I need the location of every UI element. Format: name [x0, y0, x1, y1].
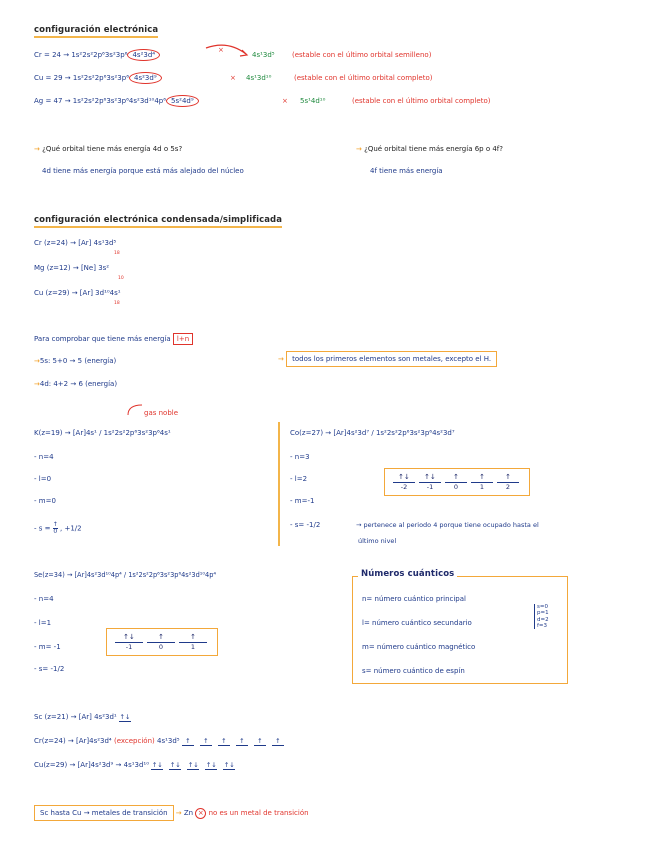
co-orbital-box: ↑↓ -2 ↑↓ -1 ↑ 0 ↑ 1 ↑ 2 [384, 468, 530, 496]
se-orbital-box: ↑↓ -1 ↑ 0 ↑ 1 [106, 628, 218, 656]
ag-note: (estable con el último orbital completo) [352, 97, 491, 105]
k-m: - m=0 [34, 497, 56, 505]
quantum-numbers-title: Números cuánticos [358, 570, 457, 579]
qn-principal: n= número cuántico principal [362, 595, 466, 603]
ag-x: × [282, 97, 288, 105]
q1-answer: 4d tiene más energía porque está más alejado del núcleo [42, 167, 244, 175]
se-m: - m= -1 [34, 643, 61, 651]
cu-config: 1s²2s²2p⁶3s²3p⁶ [72, 74, 130, 82]
cu-config-line: Cu = 29 → 1s²2s²2p⁶3s²3p⁶ 4s²3d⁹ [34, 75, 162, 82]
cu-condensed: Cu (z=29) → [Ar] 3d¹⁰4s¹ [34, 289, 121, 297]
q1-question: → ¿Qué orbital tiene más energía 4d o 5s? [34, 145, 183, 153]
k-config: K(z=19) → [Ar]4s¹ / 1s²2s²2p⁶3s²3p⁶4s¹ [34, 429, 171, 437]
cr-x: × [218, 46, 224, 54]
co-config: Co(z=27) → [Ar]4s²3d⁷ / 1s²2s²2p⁶3s²3p⁶4s²3d⁷ [290, 429, 455, 437]
mg-condensed-sub: 10 [118, 276, 124, 281]
cu-exc-line: Cu(z=29) → [Ar]4s²3d⁹ → 4s¹3d¹⁰ ↑↓ ↑↓ ↑↓ ↑↓ ↑↓ [34, 761, 235, 769]
mg-condensed: Mg (z=12) → [Ne] 3s² [34, 264, 110, 272]
cr-condensed: Cr (z=24) → [Ar] 4s¹3d⁵ [34, 239, 117, 247]
se-config: Se(z=34) → [Ar]4s²3d¹⁰4p⁴ / 1s²2s²2p⁶3s²3p⁶4s²3d¹⁰4p⁴ [34, 571, 217, 579]
qn-sub-values: s=0 p=1 d=2 f=3 [534, 604, 549, 629]
co-l: - l=2 [290, 475, 308, 483]
q2-answer: 4f tiene más energía [370, 167, 443, 175]
sc-line: Sc (z=21) → [Ar] 4s²3d¹ ↑↓ [34, 713, 131, 721]
cr-exc-line: Cr(z=24) → [Ar]4s²3d⁴ (excepción) 4s¹3d⁵ ↑ ↑ ↑ ↑ ↑ ↑ [34, 738, 290, 746]
ag-circled: 5s²4d⁹ [166, 95, 199, 107]
cr-condensed-sub: 18 [114, 251, 120, 256]
qn-espin: s= número cuántico de espín [362, 667, 465, 675]
se-l: - l=1 [34, 619, 52, 627]
metals-note: → todos los primeros elementos son metales, excepto el H. [278, 356, 497, 363]
zn-x-icon: × [195, 808, 206, 819]
co-note-1: → pertenece al periodo 4 porque tiene ocupado hasta el [356, 521, 539, 529]
se-s: - s= -1/2 [34, 665, 65, 673]
divider-vertical [278, 422, 280, 546]
cr-label: Cr = 24 [34, 51, 61, 59]
cr-note: (estable con el último orbital semilleno) [292, 51, 432, 59]
q2-question: → ¿Qué orbital tiene más energía 6p o 4f? [356, 145, 503, 153]
cu-circled: 4s²3d⁹ [129, 72, 162, 84]
ag-config: 1s²2s²2p⁶3s²3p⁶4s²3d¹⁰4p⁶ [72, 97, 167, 105]
k-s: - s = ↑ 0 , +1/2 [34, 521, 82, 535]
transition-metals-line: Sc hasta Cu → metales de transición → Zn × no es un metal de transición [34, 808, 309, 819]
co-n: - n=3 [290, 453, 310, 461]
k-l: - l=0 [34, 475, 52, 483]
co-note-2: último nivel [358, 537, 397, 545]
cr-circled: 4s²3d⁴ [127, 49, 160, 61]
cu-x: × [230, 74, 236, 82]
cu-result: 4s¹3d¹⁰ [246, 74, 272, 82]
cu-note: (estable con el último orbital completo) [294, 74, 433, 82]
cu-condensed-sub: 18 [114, 301, 120, 306]
ag-config-line: Ag = 47 → 1s²2s²2p⁶3s²3p⁶4s²3d¹⁰4p⁶ 5s²4d⁹ [34, 98, 199, 105]
cu-label: Cu = 29 [34, 74, 63, 82]
ag-result: 5s¹4d¹⁰ [300, 97, 326, 105]
co-s: - s= -1/2 [290, 521, 321, 529]
ln-box: l+n [173, 333, 193, 345]
cr-config-line: Cr = 24 → 1s²2s²2p⁶3s²3p⁶ 4s²3d⁴ [34, 52, 160, 59]
k-n: - n=4 [34, 453, 54, 461]
qn-secundario: l= número cuántico secundario [362, 619, 472, 627]
ag-label: Ag = 47 [34, 97, 63, 105]
co-m: - m=-1 [290, 497, 315, 505]
cr-result: 4s¹3d⁵ [252, 51, 275, 59]
section-title-condensed: configuración electrónica condensada/simplificada [34, 216, 282, 228]
qn-magnetico: m= número cuántico magnético [362, 643, 476, 651]
energy-intro: Para comprobar que tiene más energía l+n [34, 336, 193, 343]
cr-config: 1s²2s²2p⁶3s²3p⁶ [71, 51, 128, 59]
section-title-config: configuración electrónica [34, 26, 158, 38]
energy-5s: →5s: 5+0 → 5 (energía) [34, 357, 117, 365]
gas-noble-note: gas noble [144, 409, 179, 417]
se-n: - n=4 [34, 595, 54, 603]
energy-4d: →4d: 4+2 → 6 (energía) [34, 380, 118, 388]
